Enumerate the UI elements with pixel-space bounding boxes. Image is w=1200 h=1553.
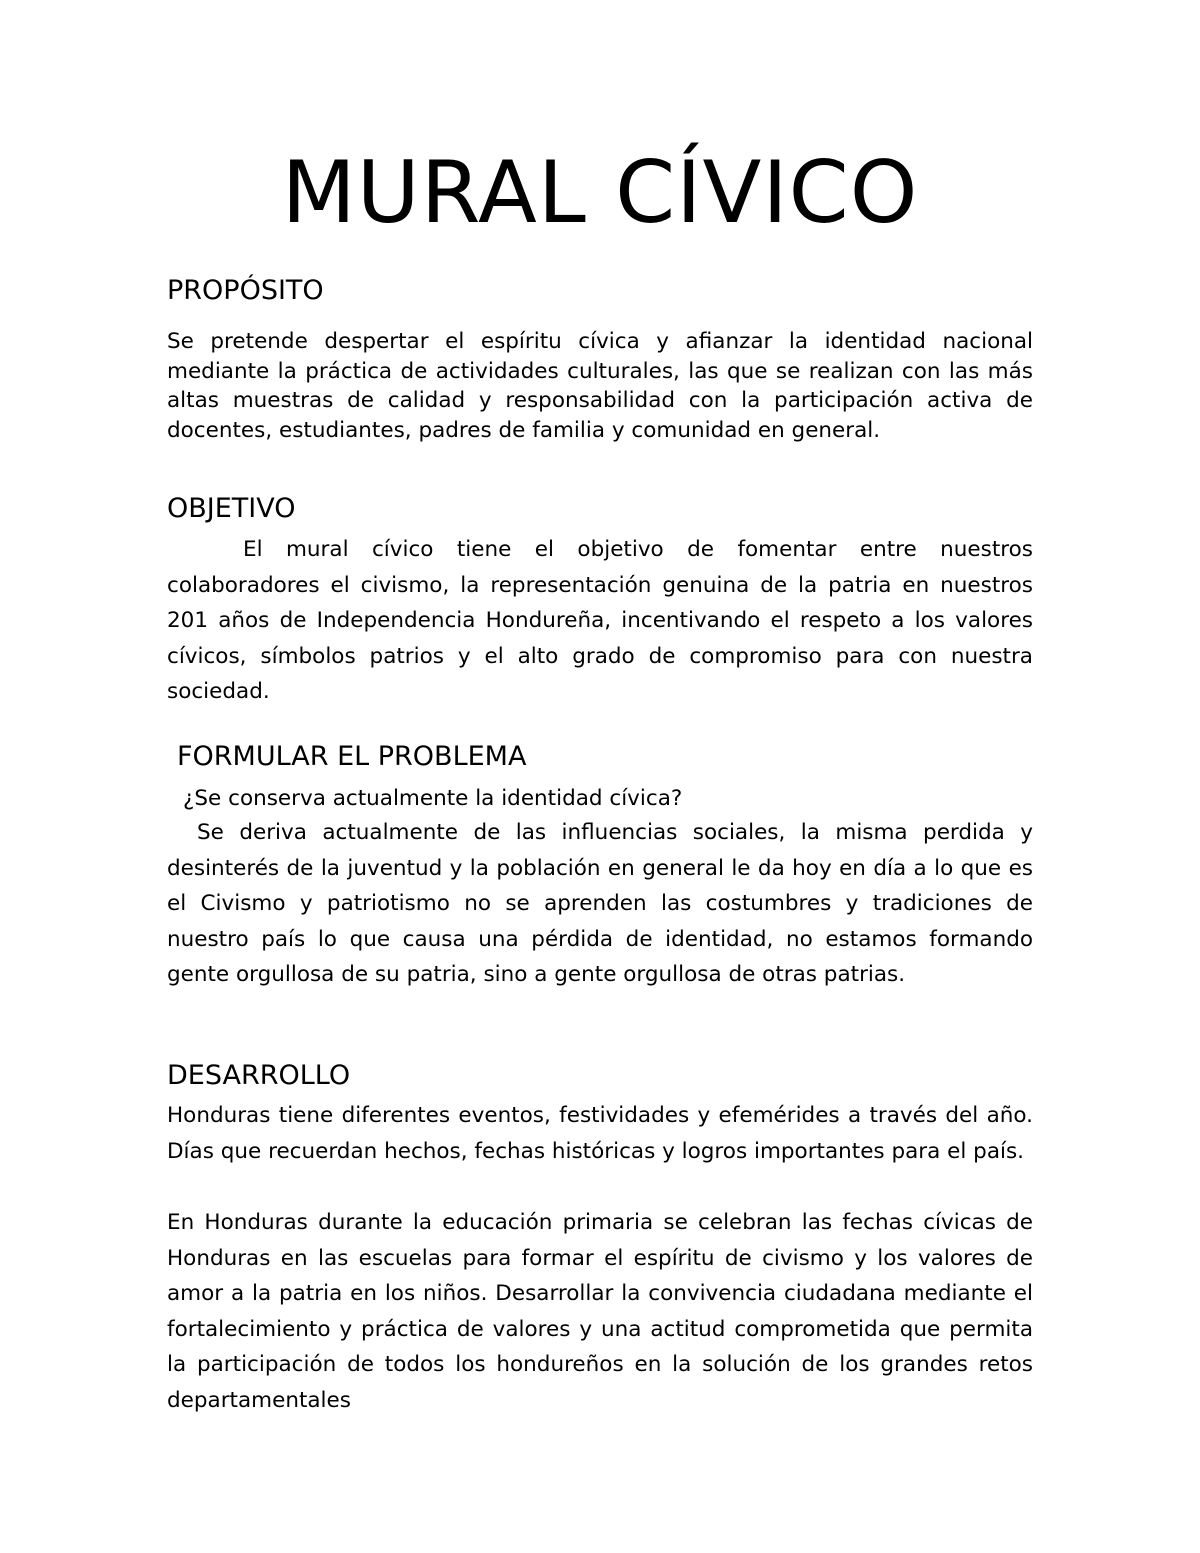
document-title: MURAL CÍVICO — [281, 143, 919, 243]
problem-question: ¿Se conserva actualmente la identidad cívica? — [183, 786, 683, 811]
paragraph-desarrollo-2: En Honduras durante la educación primaria se celebran las fechas cívicas de Honduras en las escuelas para formar el espíritu de civismo y los valores de amor a la patria en los niños. Desarrollar la convivencia ciudadana mediante el fortalecimiento y práctica de valores y una actitud comprometida que permita la participación de todos los hondureños en la solución de los grandes retos departamentales — [167, 1210, 1033, 1413]
heading-desarrollo: DESARROLLO — [167, 1060, 351, 1091]
paragraph-objetivo: El mural cívico tiene el objetivo de fomentar entre nuestros colaboradores el civismo, la representación genuina de la patria en nuestros 201 años de Independencia Hondureña, incentivando el respeto a los valores cívicos, símbolos patrios y el alto grado de compromiso para con nuestra sociedad. — [167, 537, 1033, 704]
paragraph-desarrollo-1: Honduras tiene diferentes eventos, festividades y efemérides a través del año. Días que recuerdan hechos, fechas históricas y logros importantes para el país. — [167, 1103, 1033, 1164]
heading-objetivo: OBJETIVO — [167, 493, 296, 524]
heading-formular-problema: FORMULAR EL PROBLEMA — [177, 741, 527, 772]
paragraph-problema: Se deriva actualmente de las influencias sociales, la misma perdida y desinterés de la juventud y la población en general le da hoy en día a lo que es el Civismo y patriotismo no se aprenden las costumbres y tradiciones de nuestro país lo que causa una pérdida de identidad, no estamos formando gente orgullosa de su patria, sino a gente orgullosa de otras patrias. — [167, 820, 1033, 987]
heading-proposito: PROPÓSITO — [167, 275, 324, 306]
paragraph-proposito: Se pretende despertar el espíritu cívica y afianzar la identidad nacional mediante la práctica de actividades culturales, las que se realizan con las más altas muestras de calidad y responsabilidad con la participación activa de docentes, estudiantes, padres de familia y comunidad en general. — [167, 329, 1033, 443]
